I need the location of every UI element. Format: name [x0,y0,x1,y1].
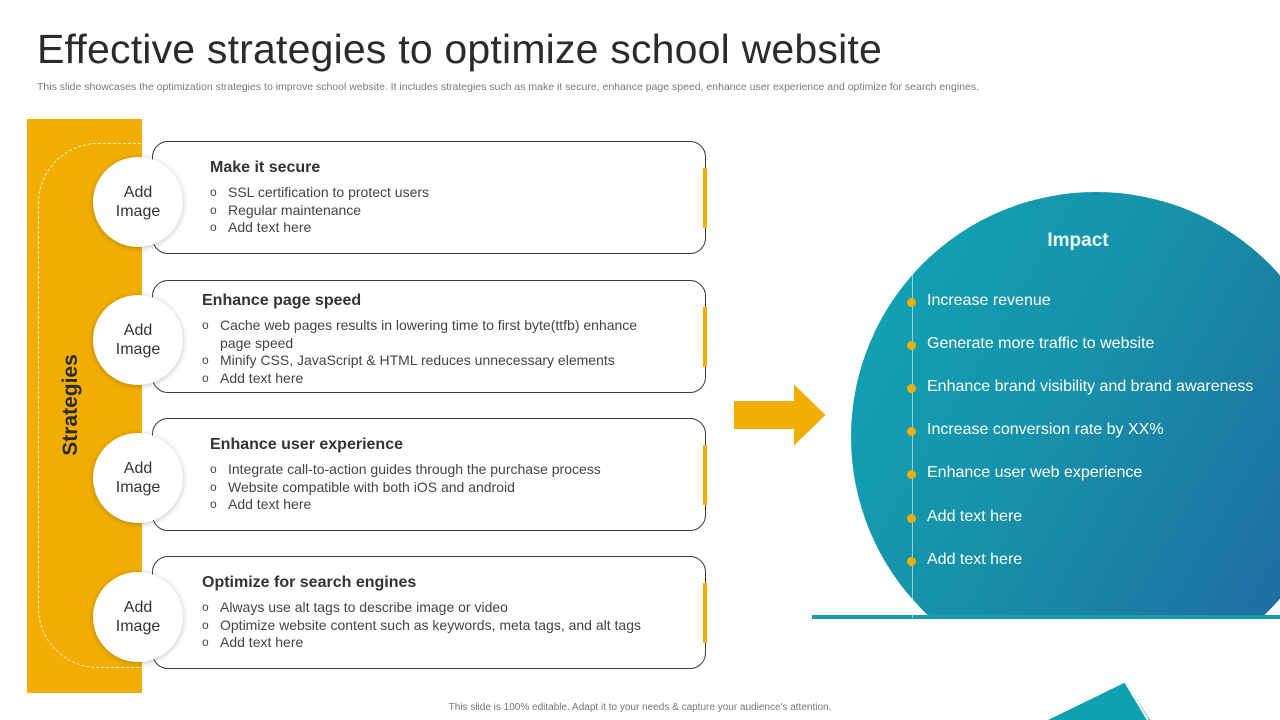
strategy-title: Optimize for search engines [202,574,417,591]
list-item: o Add text here [210,219,680,237]
list-item: o Regular maintenance [210,202,680,220]
strategy-title: Make it secure [210,159,321,176]
list-item: o Optimize website content such as keywords, meta tags, and alt tags [202,617,682,635]
page-title: Effective strategies to optimize school website [37,26,882,72]
bullet-dot-icon [907,470,916,479]
list-item: o SSL certification to protect users [210,184,680,202]
corner-decoration [1040,678,1280,720]
bullet-dot-icon [907,427,916,436]
list-item: o Add text here [202,370,662,388]
strategy-title: Enhance user experience [210,436,403,453]
list-item: o Cache web pages results in lowering time to first byte(ttfb) enhance page speed [202,317,662,352]
impact-timeline [912,273,913,618]
page-subtitle: This slide showcases the optimization strategies to improve school website. It includes strategies such as make it secure, enhance page speed, enhance user experience and optimize for search engines. [37,81,980,93]
bullet-dot-icon [907,298,916,307]
strategy-title: Enhance page speed [202,292,362,309]
impact-title: Impact [1047,230,1109,251]
bullet-dot-icon [907,514,916,523]
strategies-label: Strategies [59,354,82,456]
list-item: o Website compatible with both iOS and android [210,479,680,497]
list-item: o Minify CSS, JavaScript & HTML reduces unnecessary elements [202,352,662,370]
bullet-dot-icon [907,557,916,566]
list-item: o Add text here [210,496,680,514]
image-placeholder-label: Add Image [115,599,161,635]
image-placeholder-label: Add Image [115,184,161,220]
baseline-divider [812,615,1280,619]
list-item: o Integrate call-to-action guides through the purchase process [210,461,680,479]
footer-note: This slide is 100% editable. Adapt it to your needs & capture your audience's attention. [448,702,832,713]
image-placeholder-label: Add Image [115,460,161,496]
image-placeholder-label: Add Image [115,322,161,358]
list-item: o Always use alt tags to describe image or video [202,599,682,617]
bullet-dot-icon [907,341,916,350]
list-item: o Add text here [202,634,682,652]
bullet-dot-icon [907,384,916,393]
impact-circle [851,192,1280,618]
